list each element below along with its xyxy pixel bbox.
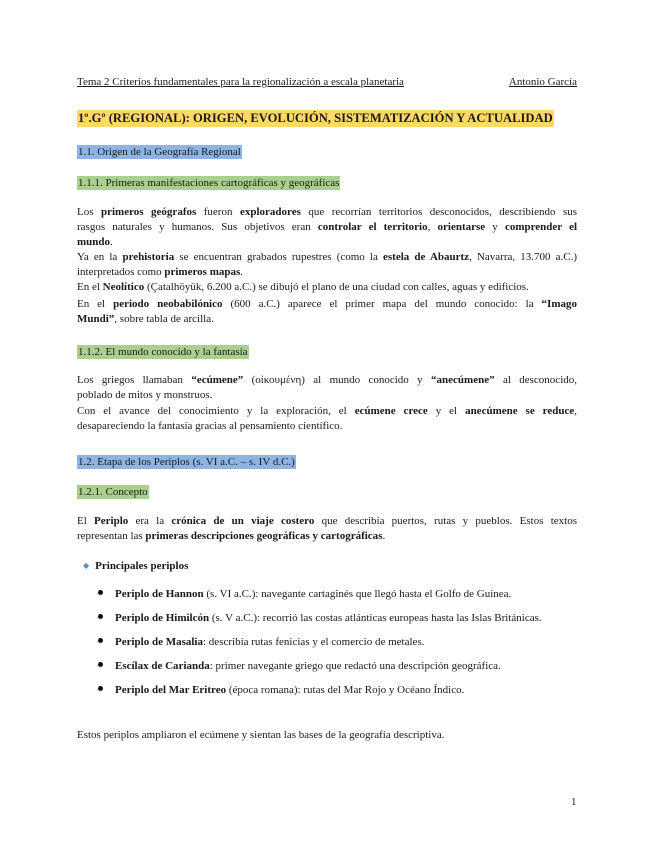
bullet-dot-icon <box>98 686 103 691</box>
text-line: En el periodo neobabilónico (600 a.C.) aparece el primer mapa del mundo conocido: la “Imago <box>77 298 577 310</box>
bullet-dot-icon <box>98 614 103 619</box>
text-line: rasgos naturales y humanos. Sus objetivos eran controlar el territorio, orientarse y comprender el <box>77 221 578 233</box>
text-line: poblado de mitos y monstruos. <box>77 389 213 401</box>
text-line: Los primeros geógrafos fueron exploradores que recorrían territorios desconocidos, describiendo sus <box>77 206 578 218</box>
paragraph-neobabilonico <box>77 297 577 327</box>
text-line: representan las primeras descripciones geográficas y cartográficas. <box>77 530 386 542</box>
paragraph-conocimiento <box>77 404 577 434</box>
text-line: mundo. <box>77 236 113 248</box>
section-heading-1-1-2: 1.1.2. El mundo conocido y la fantasía <box>78 346 248 358</box>
section-heading-1-1-1: 1.1.1. Primeras manifestaciones cartográficas y geográficas <box>78 177 340 189</box>
header-topic: Tema 2 Criterios fundamentales para la regionalización a escala planetaria <box>77 76 404 88</box>
page-number: 1 <box>571 796 577 808</box>
list-item: Periplo del Mar Eritreo (época romana): rutas del Mar Rojo y Océano Índico. <box>98 684 464 696</box>
paragraph-periplo-concepto <box>77 514 577 544</box>
text-line: En el Neolítico (Çatalhöyük, 6.200 a.C.) se dibujó el plano de una ciudad con calles, aguas y edificios. <box>77 281 529 293</box>
text-line: interpretados como primeros mapas. <box>77 266 244 278</box>
paragraph-ecumene <box>77 373 577 403</box>
list-item: Periplo de Masalia: describía rutas fenicias y el comercio de metales. <box>98 636 424 648</box>
paragraph-primeros-geografos <box>77 205 577 250</box>
section-heading-1-2: 1.2. Etapa de los Periplos (s. VI a.C. – s. IV d.C.) <box>78 456 295 468</box>
paragraph-neolitico <box>77 280 577 295</box>
text-line: El Periplo era la crónica de un viaje costero que describía puertos, rutas y pueblos. Estos textos <box>77 515 577 527</box>
text-line: Los griegos llamaban “ecúmene” (οἰκουμένη) al mundo conocido y “anecúmene” al desconocido, <box>77 374 577 386</box>
list-item: Periplo de Himilcón (s. V a.C.): recorrió las costas atlánticas europeas hasta las Islas Británicas. <box>98 612 542 624</box>
bullet-dot-icon <box>98 638 103 643</box>
text-line: Ya en la prehistoria se encuentran grabados rupestres (como la estela de Abaurtz, Navarra, 13.700 a.C.) <box>77 251 578 263</box>
section-heading-1-2-1: 1.2.1. Concepto <box>78 486 148 498</box>
document-title: 1º.Gº (REGIONAL): ORIGEN, EVOLUCIÓN, SISTEMATIZACIÓN Y ACTUALIDAD <box>78 111 553 125</box>
principales-periplos-heading: ◆ Principales periplos <box>83 560 189 572</box>
text-line: desapareciendo la fantasía gracias al pensamiento científico. <box>77 420 343 432</box>
bullet-dot-icon <box>98 590 103 595</box>
text-line: Mundi”, sobre tabla de arcilla. <box>77 313 214 325</box>
list-item: Periplo de Hannon (s. VI a.C.): navegante cartaginés que llegó hasta el Golfo de Guinea. <box>98 588 511 600</box>
bullet-dot-icon <box>98 662 103 667</box>
diamond-bullet-icon: ◆ <box>83 561 90 570</box>
closing-paragraph: Estos periplos ampliaron el ecúmene y sientan las bases de la geografía descriptiva. <box>77 729 445 741</box>
header-author: Antonio García <box>508 76 577 88</box>
section-heading-1-1: 1.1. Origen de la Geografía Regional <box>78 146 241 158</box>
paragraph-prehistoria <box>77 250 577 280</box>
text-line: Con el avance del conocimiento y la exploración, el ecúmene crece y el anecúmene se reduce, <box>77 405 577 417</box>
list-item: Escílax de Carianda: primer navegante griego que redactó una descripción geográfica. <box>98 660 501 672</box>
